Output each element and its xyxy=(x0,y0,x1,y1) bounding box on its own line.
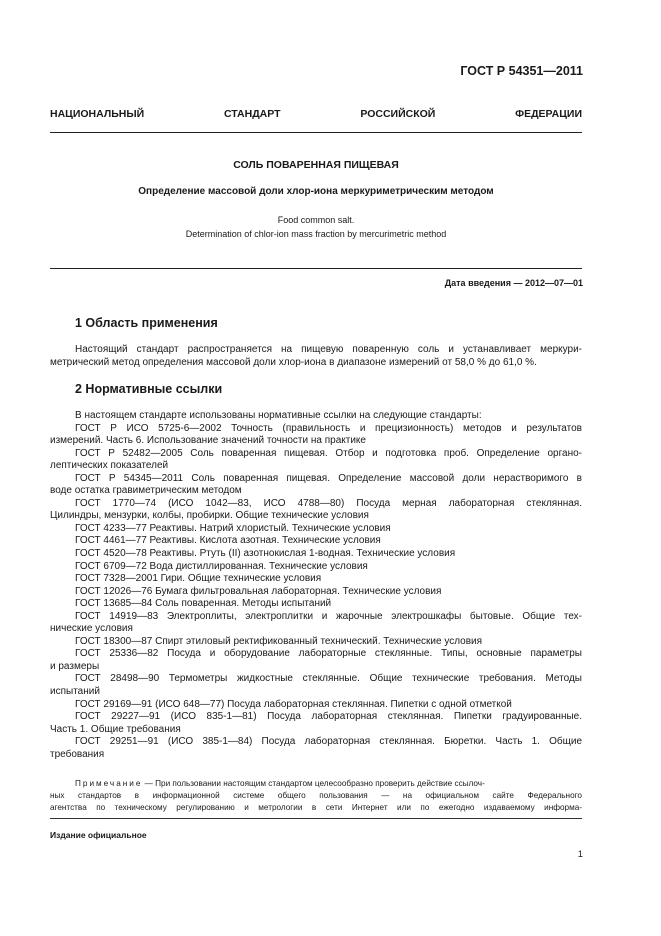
reference-line: ГОСТ 6709—72 Вода дистиллированная. Технические условия xyxy=(75,560,368,572)
reference-line: ГОСТ 1770—74 (ИСО 1042—83, ИСО 4788—80) Посуда мерная лабораторная стеклянная. xyxy=(75,497,582,509)
section-2-heading: 2 Нормативные ссылки xyxy=(75,382,223,396)
english-title xyxy=(50,214,582,241)
text-line: метрический метод определения массовой доли хлор-иона в диапазоне измерений от 58,0 % до 61,0 %. xyxy=(50,356,537,368)
banner-word: РОССИЙСКОЙ xyxy=(360,108,436,120)
reference-line: ГОСТ 18300—87 Спирт этиловый ректификованный технический. Технические условия xyxy=(75,635,483,647)
reference-line: ГОСТ Р 52482—2005 Соль поваренная пищевая. Отбор и подготовка проб. Определение органо- xyxy=(75,447,582,459)
text-line: В настоящем стандарте использованы нормативные ссылки на следующие стандарты: xyxy=(75,410,482,421)
reference-line: ГОСТ 4233—77 Реактивы. Натрий хлористый. Технические условия xyxy=(75,522,391,534)
section-1-heading: 1 Область применения xyxy=(75,316,218,330)
english-title-line: Food common salt. xyxy=(277,215,355,225)
reference-line: ГОСТ Р 54345—2011 Соль поваренная пищевая. Определение массовой доли нерастворимого в xyxy=(75,472,582,484)
section-2-text xyxy=(50,410,582,761)
reference-line: Цилиндры, мензурки, колбы, пробирки. Общие технические условия xyxy=(50,510,369,522)
note-line xyxy=(50,778,582,790)
reference-line: требования xyxy=(50,748,105,760)
title-rule xyxy=(50,268,582,269)
document-code: ГОСТ Р 54351—2011 xyxy=(460,64,583,78)
reference-line: ГОСТ 29251—91 (ИСО 385-1—84) Посуда лабораторная стеклянная. Бюретки. Часть 1. Общие xyxy=(75,736,582,748)
official-edition-label: Издание официальное xyxy=(50,830,147,840)
national-standard-banner xyxy=(50,108,582,120)
reference-line: ГОСТ 29227—91 (ИСО 835-1—81) Посуда лабораторная стеклянная. Пипетки градуированные. xyxy=(75,711,582,723)
reference-line: воде остатка гравиметрическим методом xyxy=(50,485,242,497)
note-label: Примечание xyxy=(75,779,143,788)
reference-line: ГОСТ Р ИСО 5725-6—2002 Точность (правильность и прецизионность) методов и результатов xyxy=(75,422,582,434)
banner-word: ФЕДЕРАЦИИ xyxy=(515,108,582,120)
reference-line: ГОСТ 7328—2001 Гири. Общие технические условия xyxy=(75,573,322,585)
document-subtitle: Определение массовой доли хлор-иона меркуриметрическим методом xyxy=(138,186,494,197)
page-number: 1 xyxy=(577,849,583,860)
reference-line: ГОСТ 4520—78 Реактивы. Ртуть (II) азотнокислая 1-водная. Технические условия xyxy=(75,548,456,560)
header-rule xyxy=(50,132,582,133)
reference-line: и размеры xyxy=(50,660,100,672)
footer-rule xyxy=(50,818,582,819)
reference-line: ГОСТ 25336—82 Посуда и оборудование лабораторные стеклянные. Типы, основные параметры xyxy=(75,648,582,660)
reference-line: ГОСТ 4461—77 Реактивы. Кислота азотная. Технические условия xyxy=(75,535,381,547)
reference-line: ГОСТ 28498—90 Термометры жидкостные стеклянные. Общие технические требования. Методы xyxy=(75,673,582,685)
text-line: Настоящий стандарт распространяется на пищевую поваренную соль и устанавливает меркури- xyxy=(75,344,582,355)
note-line: агентства по техническому регулированию и метрологии в сети Интернет или по ежегодно издаваемому информа- xyxy=(50,803,582,813)
english-title-line: Determination of chlor-ion mass fraction by mercurimetric method xyxy=(185,228,447,239)
note-text: — При пользовании настоящим стандартом целесообразно проверить действие ссылоч- xyxy=(142,779,485,788)
reference-line: Часть 1. Общие требования xyxy=(50,723,181,735)
reference-line: измерений. Часть 6. Использование значений точности на практике xyxy=(50,435,366,447)
reference-line: ГОСТ 14919—83 Электроплиты, электроплитки и жарочные электрошкафы бытовые. Общие тех- xyxy=(75,610,582,622)
note-line: ных стандартов в информационной системе общего пользования — на официальном сайте Федерального xyxy=(50,791,582,801)
reference-line: нические условия xyxy=(50,623,133,635)
banner-word: НАЦИОНАЛЬНЫЙ xyxy=(50,108,145,120)
introduction-date: Дата введения — 2012—07—01 xyxy=(444,278,583,288)
reference-line: ГОСТ 29169—91 (ИСО 648—77) Посуда лабораторная стеклянная. Пипетки с одной отметкой xyxy=(75,698,512,710)
reference-line: испытаний xyxy=(50,686,100,698)
document-title: СОЛЬ ПОВАРЕННАЯ ПИЩЕВАЯ xyxy=(233,159,399,171)
reference-line: ГОСТ 12026—76 Бумага фильтровальная лабораторная. Технические условия xyxy=(75,585,442,597)
section-1-text xyxy=(50,344,582,369)
note xyxy=(50,778,582,814)
banner-word: СТАНДАРТ xyxy=(223,108,281,120)
reference-line: ГОСТ 13685—84 Соль поваренная. Методы испытаний xyxy=(75,598,332,610)
reference-line: лептических показателей xyxy=(50,460,169,472)
